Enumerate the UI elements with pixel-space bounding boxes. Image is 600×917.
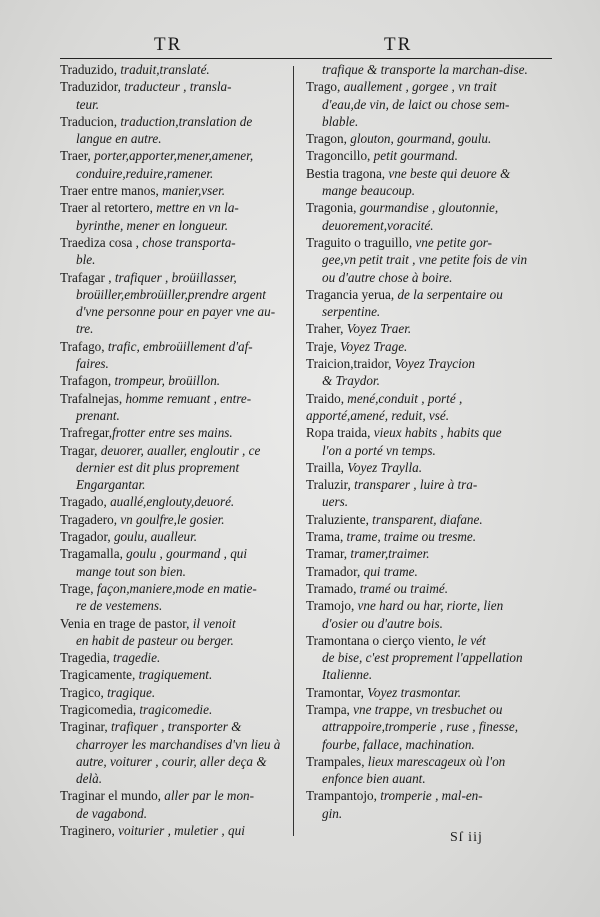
entry-definition: goulu, aualleur.: [110, 529, 198, 545]
dictionary-entry: [60, 338, 286, 373]
entry-headword: Tramontar,: [306, 684, 364, 700]
dictionary-entry: [60, 493, 286, 510]
entry-continuation: langue en autre.: [76, 131, 162, 147]
entry-definition: chose transporta-: [138, 234, 236, 250]
dictionary-entry: [306, 234, 540, 286]
dictionary-entry: [60, 390, 286, 425]
entry-definition: auallement , gorgee , vn trait: [340, 79, 497, 95]
entry-headword: Tramontana o cierço viento,: [306, 632, 455, 648]
entry-definition: lieux marescageux où l'on: [364, 753, 506, 769]
entry-headword: Trama,: [306, 529, 344, 545]
entry-continuation: byrinthe, mener en longueur.: [76, 217, 228, 233]
dictionary-entry: [60, 545, 286, 580]
entry-headword: Venia en trage de pastor,: [60, 615, 190, 631]
dictionary-entry: [60, 701, 286, 718]
dictionary-entry: [60, 442, 286, 494]
entry-headword: Tragonia,: [306, 200, 357, 216]
dictionary-entry: [306, 61, 540, 78]
entry-headword: Tramar,: [306, 546, 348, 562]
entry-headword: Tragicamente,: [60, 667, 136, 683]
entry-headword: Tragico,: [60, 684, 104, 700]
entry-continuation: serpentine.: [322, 304, 381, 320]
entry-continuation: d'osier ou d'autre bois.: [322, 615, 443, 631]
signature-mark: Sſ iij: [450, 830, 483, 845]
entry-headword: Tragicomedia,: [60, 701, 137, 717]
entry-headword: Trailla,: [306, 459, 344, 475]
entry-headword: Tragamalla,: [60, 546, 123, 562]
entry-definition: goulu , gourmand , qui: [122, 546, 248, 562]
dictionary-entry: [60, 615, 286, 650]
entry-continuation: broüiller,embroüiller,prendre argent d'vne personne pour en payer vne au-tre.: [76, 286, 276, 337]
entry-headword: Traer al retortero,: [60, 200, 153, 216]
entry-headword: Tragancia yerua,: [306, 286, 395, 302]
dictionary-entry: [60, 372, 286, 389]
entry-headword: Tragar,: [60, 442, 98, 458]
dictionary-entry: [60, 684, 286, 701]
entry-definition: vne beste qui deuore &: [385, 165, 511, 181]
entry-definition: Voyez trasmontar.: [363, 684, 462, 700]
entry-headword: Tramado,: [306, 580, 357, 596]
entry-definition: il venoit: [189, 615, 236, 631]
column-divider: [293, 66, 294, 836]
entry-definition: de la serpentaire ou: [394, 286, 503, 302]
dictionary-entry: [60, 787, 286, 822]
entry-headword: Traginar el mundo,: [60, 788, 161, 804]
entry-headword: Traje,: [306, 338, 337, 354]
entry-definition: tragicomedie.: [136, 701, 213, 717]
entry-continuation: & Traydor.: [322, 373, 380, 389]
dictionary-entry: [306, 597, 540, 632]
entry-continuation: enfonce bien auant.: [322, 771, 426, 787]
entry-definition: vne petite gor-: [412, 234, 493, 250]
dictionary-entry: [306, 355, 540, 390]
entry-headword: Tragador,: [60, 529, 111, 545]
entry-definition: auallé,englouty,deuoré.: [106, 494, 235, 510]
dictionary-entry: [306, 528, 540, 545]
entry-headword: Traluzir,: [306, 477, 351, 493]
entry-definition: tragiquement.: [135, 667, 213, 683]
entry-headword: Traginero,: [60, 823, 115, 839]
entry-headword: Traido,: [306, 390, 344, 406]
entry-definition: Voyez Traylla.: [343, 459, 423, 475]
entry-headword: Traer,: [60, 148, 91, 164]
entry-headword: Traluziente,: [306, 511, 369, 527]
entry-continuation: gee,vn petit trait , vne petite fois de vin ou d'autre chose à boire.: [322, 252, 528, 285]
entry-headword: Tragado,: [60, 494, 107, 510]
dictionary-entry: [306, 476, 540, 511]
entry-definition: trafic, embroüillement d'af-: [104, 338, 253, 354]
entry-headword: Trampales,: [306, 753, 365, 769]
entry-headword: Tragedia,: [60, 650, 110, 666]
entry-definition: aller par le mon-: [160, 788, 255, 804]
entry-definition: vne trappe, vn tresbuchet ou: [349, 701, 503, 717]
entry-definition: Voyez Trage.: [336, 338, 408, 354]
entry-headword: Traediza cosa ,: [60, 234, 139, 250]
right-column: [306, 61, 540, 822]
entry-headword: Trafregar,: [60, 425, 113, 441]
running-head-right: TR: [384, 34, 413, 55]
entry-headword: Traicion,traidor,: [306, 356, 392, 372]
entry-definition: manier,vser.: [158, 183, 226, 199]
left-column: [60, 61, 286, 839]
entry-headword: Tragadero,: [60, 511, 118, 527]
entry-headword: Traduzido,: [60, 62, 118, 77]
entry-headword: Trafalnejas,: [60, 390, 123, 406]
entry-definition: gourmandise , gloutonnie,: [356, 200, 499, 216]
entry-continuation: trafique & transporte la marchan-dise.: [322, 62, 528, 77]
dictionary-entry: [306, 165, 540, 200]
entry-definition: façon,maniere,mode en matie-: [93, 580, 257, 596]
running-head: [150, 34, 470, 56]
dictionary-entry: [60, 424, 286, 441]
header-rule: [60, 58, 552, 59]
dictionary-entry: [306, 338, 540, 355]
entry-headword: Tramojo,: [306, 598, 355, 614]
entry-continuation: ble.: [76, 252, 96, 268]
dictionary-entry: [306, 130, 540, 147]
dictionary-entry: [60, 113, 286, 148]
entry-continuation: teur.: [76, 96, 100, 112]
dictionary-entry: [60, 269, 286, 338]
dictionary-entry: [306, 511, 540, 528]
entry-definition: trame, traime ou tresme.: [343, 529, 477, 545]
entry-definition: vieux habits , habits que: [370, 425, 502, 441]
entry-headword: Ropa traida,: [306, 425, 371, 441]
running-head-left: TR: [154, 34, 183, 55]
entry-continuation: charroyer les marchandises d'vn lieu à autre, voiturer , courir, aller deça & delà.: [76, 736, 281, 787]
entry-continuation: d'eau,de vin, de laict ou chose sem-blable.: [322, 96, 510, 129]
entry-headword: Traer entre manos,: [60, 183, 159, 199]
dictionary-entry: [60, 511, 286, 528]
dictionary-entry: [60, 666, 286, 683]
entry-definition: homme remuant , entre-: [122, 390, 252, 406]
entry-continuation: dernier est dit plus proprement Engargantar.: [76, 459, 240, 493]
entry-continuation: de bise, c'est proprement l'appellation Italienne.: [322, 650, 523, 683]
dictionary-entry: [60, 234, 286, 269]
dictionary-entry: [306, 199, 540, 234]
entry-headword: Tragon,: [306, 131, 347, 147]
dictionary-entry: [306, 563, 540, 580]
dictionary-entry: [306, 390, 540, 425]
entry-headword: Trago,: [306, 79, 341, 95]
entry-continuation: prenant.: [76, 407, 120, 423]
entry-definition: Voyez Traycion: [391, 356, 475, 372]
entry-headword: Tragoncillo,: [306, 148, 371, 164]
dictionary-entry: [306, 580, 540, 597]
dictionary-entry: [306, 424, 540, 459]
entry-definition: tromperie , mal-en-: [376, 788, 483, 804]
entry-definition: le vét: [454, 632, 486, 648]
dictionary-entry: [60, 199, 286, 234]
entry-continuation: mange beaucoup.: [322, 183, 416, 199]
entry-continuation: de vagabond.: [76, 805, 148, 821]
entry-definition: Voyez Traer.: [343, 321, 412, 337]
dictionary-entry: [60, 528, 286, 545]
entry-headword: Traginar,: [60, 719, 108, 735]
entry-headword: Traduzidor,: [60, 79, 121, 95]
entry-definition: mettre en vn la-: [152, 200, 239, 216]
entry-definition: tramer,traimer.: [347, 546, 430, 562]
dictionary-entry: [60, 822, 286, 839]
entry-headword: Bestia tragona,: [306, 165, 386, 181]
dictionary-entry: [306, 286, 540, 321]
dictionary-entry: [306, 320, 540, 337]
entry-definition: vne hard ou har, riorte, lien: [354, 598, 504, 614]
entry-continuation: conduire,reduire,ramener.: [76, 165, 214, 181]
entry-headword: Traguito o traguillo,: [306, 234, 413, 250]
entry-continuation: uers.: [322, 494, 349, 510]
entry-headword: Trafagon,: [60, 373, 112, 389]
entry-definition: voiturier , muletier , qui: [114, 823, 245, 839]
dictionary-entry: [60, 649, 286, 666]
entry-headword: Trafago,: [60, 338, 105, 354]
entry-headword: Traher,: [306, 321, 344, 337]
entry-definition: tragedie.: [109, 650, 161, 666]
dictionary-entry: [306, 459, 540, 476]
entry-continuation: re de vestemens.: [76, 598, 163, 614]
entry-headword: Traducion,: [60, 113, 118, 129]
entry-headword: Tramador,: [306, 563, 361, 579]
entry-definition: glouton, gourmand, goulu.: [346, 131, 492, 147]
entry-definition: tramé ou traimé.: [356, 580, 449, 596]
dictionary-entry: [306, 78, 540, 130]
entry-continuation: en habit de pasteur ou berger.: [76, 632, 234, 648]
entry-continuation: l'on a porté vn temps.: [322, 442, 436, 458]
dictionary-entry: [60, 580, 286, 615]
entry-definition: traduction,translation de: [117, 113, 253, 129]
dictionary-entry: [60, 147, 286, 182]
entry-definition: deuorer, aualler, engloutir , ce: [97, 442, 261, 458]
entry-definition: tragique.: [103, 684, 156, 700]
entry-continuation: mange tout son bien.: [76, 563, 186, 579]
entry-definition: traducteur , transla-: [120, 79, 232, 95]
dictionary-entry: [306, 701, 540, 753]
entry-continuation: deuorement,voracité.: [322, 217, 434, 233]
entry-continuation: attrappoire,tromperie , ruse , finesse, fourbe, fallace, machination.: [322, 719, 519, 752]
entry-headword: Trage,: [60, 580, 94, 596]
dictionary-entry: [60, 61, 286, 78]
entry-definition: trafiquer , broüillasser,: [111, 269, 237, 285]
dictionary-entry: [60, 78, 286, 113]
entry-definition: transparent, diafane.: [368, 511, 483, 527]
entry-definition: traduit,translaté.: [117, 62, 210, 77]
entry-definition: vn goulfre,le gosier.: [117, 511, 225, 527]
dictionary-entry: [306, 147, 540, 164]
entry-continuation: gin.: [322, 805, 343, 821]
entry-headword: Trafagar ,: [60, 269, 112, 285]
entry-definition: porter,apporter,mener,amener,: [90, 148, 254, 164]
entry-definition: transparer , luire à tra-: [350, 477, 478, 493]
dictionary-entry: [306, 545, 540, 562]
dictionary-entry: [306, 684, 540, 701]
entry-definition: trompeur, broüillon.: [111, 373, 221, 389]
entry-headword: Trampa,: [306, 701, 350, 717]
entry-continuation: faires.: [76, 356, 109, 372]
entry-definition: frotter entre ses mains.: [112, 425, 233, 441]
dictionary-entry: [306, 632, 540, 684]
dictionary-entry: [60, 182, 286, 199]
entry-definition: petit gourmand.: [370, 148, 458, 164]
entry-definition: qui trame.: [360, 563, 418, 579]
dictionary-entry: [306, 787, 540, 822]
entry-definition: trafiquer , transporter &: [107, 719, 242, 735]
dictionary-entry: [306, 753, 540, 788]
dictionary-entry: [60, 718, 286, 787]
entry-headword: Trampantojo,: [306, 788, 377, 804]
entry-definition: mené,conduit , porté , apporté,amené, reduit, vsé.: [306, 390, 463, 423]
